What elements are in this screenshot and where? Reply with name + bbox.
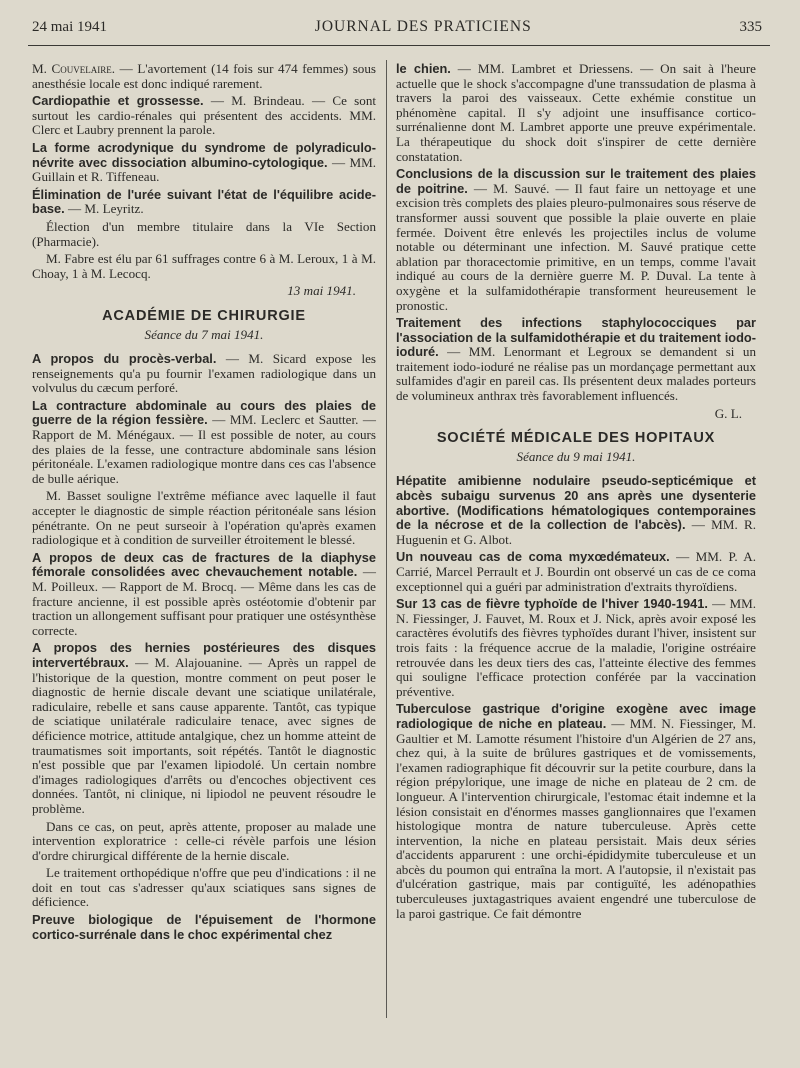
paragraph: Le traitement orthopédique n'offre que peu d'indications : il ne doit en tout cas s'adresser qu'aux sciatiques sans signes de déficience. xyxy=(32,865,376,910)
paragraph: M. Fabre est élu par 61 suffrages contre 6 à M. Leroux, 1 à M. Choay, 1 à M. Lecocq. xyxy=(32,251,376,281)
communication-title: Sur 13 cas de fièvre typhoïde de l'hiver 1940-1941. xyxy=(396,596,708,612)
communication-title: Cardiopathie et grossesse. xyxy=(32,93,204,109)
report-date: 13 mai 1941. xyxy=(287,283,356,299)
author-name: Couvelaire xyxy=(51,61,112,76)
communication-entry xyxy=(32,141,376,185)
right-column xyxy=(396,62,756,924)
page-header xyxy=(32,18,762,42)
communication-entry xyxy=(396,597,756,699)
communication-entry xyxy=(396,167,756,313)
page-number: 335 xyxy=(739,19,762,35)
communication-entry xyxy=(32,94,376,138)
communication-title: La contracture abdominale au cours des plaies de guerre de la région fessière. xyxy=(32,397,376,428)
communication-title: Hépatite amibienne nodulaire pseudo-septicémique et abcès subaigu survenus 20 ans après une dysenterie abortive. (Modifications hématologiques contemporaines de la nécrose et de la collection de l'abcès). xyxy=(396,473,756,533)
communication-body: — MM. Lambret et Driessens. — On sait à l'heure actuelle que le shock s'accompagne d'une transsudation de plasma à travers la paroi des vaisseaux. Cette exhémie constitue un phénomène capital. Il s'y adjoint une insuffisance cortico-surrénalienne dont M. Lambret apporte une preuve expérimentale. La thérapeutique du shock doit s'inspirer de cette dernière constatation. xyxy=(396,61,756,164)
communication-title: La forme acrodynique du syndrome de polyradiculo-névrite avec dissociation albumino-cytologique. xyxy=(32,139,376,170)
communication-body: — M. Sicard expose les renseignements qu'a pu fournir l'examen radiologique dans un volvulus du cæcum perforé. xyxy=(32,351,376,396)
communication-title: Traitement des infections staphylococciques par l'association de la sulfamidothérapie et du traitement iodo-ioduré. xyxy=(396,315,756,360)
paragraph-text: . — L'avortement (14 fois sur 474 femmes) sous anesthésie locale est donc indiqué rarement. xyxy=(32,61,376,91)
communication-title: Conclusions de la discussion sur le traitement des plaies de poitrine. xyxy=(396,166,756,196)
communication-body: — M. Sauvé. — Il faut faire un nettoyage et une excision très complets des plaies pleuro-pulmonaires sous réserve de transformer aussi souvent que possible la plaie ouverte en plaie fermée. Doivent être enlevés les projectiles inclus de volume notable ou déterminant une infection. M. Sauvé pratique cette ablation par thoracectomie primitive, en un temps, comme l'avait indiqué au cours de la dernière guerre M. P. Duval. La tente à oxygène et la sulfamidothérapie transforment heureusement le pronostic. xyxy=(396,180,756,313)
paragraph: Élection d'un membre titulaire dans la VIe Section (Pharmacie). xyxy=(32,218,376,249)
communication-body: — MM. R. Huguenin et G. Albot. xyxy=(396,517,757,547)
left-column xyxy=(32,62,376,945)
paragraph: Dans ce cas, on peut, après attente, proposer au malade une intervention exploratrice : celle-ci révèle parfois une lésion d'ordre chirurgical différente de la hernie discale. xyxy=(32,818,376,863)
communication-entry xyxy=(32,641,376,816)
communication-title: Un nouveau cas de coma myxœdémateux. xyxy=(396,549,670,565)
issue-date: 24 mai 1941 xyxy=(32,19,107,35)
communication-body: — MM. Lenormant et Legroux se demandent si un traitement iodo-ioduré ne réalise pas un mordançage permettant aux sulfamides d'agir en pareil cas. Ils présentent deux malades porteurs de volumineux anthrax très favorablement influencés. xyxy=(396,344,756,404)
continued-paragraph: M. Couvelaire. — L'avortement (14 fois sur 474 femmes) sous anesthésie locale est donc indiqué rarement. xyxy=(32,61,376,91)
communication-entry xyxy=(396,474,756,547)
communication-entry xyxy=(32,551,376,639)
communication-title: Preuve biologique de l'épuisement de l'hormone cortico-surrénale dans le choc expérimental chez xyxy=(32,912,376,942)
section-heading: SOCIÉTÉ MÉDICALE DES HOPITAUX xyxy=(436,430,716,447)
journal-title: JOURNAL DES PRATICIENS xyxy=(314,18,532,35)
communication-entry xyxy=(32,399,376,487)
communication-body: — M. Leyritz. xyxy=(64,201,144,217)
communication-body: — M. Alajouanine. — Après un rappel de l'historique de la question, montre comment on peut poser le diagnostic de hernie discale devant une sciatique unilatérale, radiculaire, rebelle et sans cause apparente. Tantôt, cas typique de sciatique unilatérale radiculaire tenace, avec signes de déficience motrice, attitude antalgique, chez un homme atteint de traumatismes soit importants, soit répétés. Tantôt le diagnostic n'est possible que par l'examen lipiodolé. Un certain nombre d'images radiologiques d'arrêts ou d'encoches objectivent ces données. Tantôt, ni clinique, ni lipiodol ne peuvent résoudre le problème. xyxy=(32,654,376,816)
communication-body: — M. Brindeau. — Ce sont surtout les cardio-rénales qui présentent des accidents. MM. Clerc et Laubry prennent la parole. xyxy=(32,93,377,138)
communication-body: — MM. Guillain et R. Tiffeneau. xyxy=(32,154,377,185)
communication-title: le chien. xyxy=(396,61,451,76)
session-date: Séance du 7 mai 1941. xyxy=(144,326,264,342)
communication-entry xyxy=(396,62,756,164)
session-date: Séance du 9 mai 1941. xyxy=(516,448,636,464)
paragraph: M. Basset souligne l'extrême méfiance avec laquelle il faut accepter le diagnostic de simple réaction péritonéale sans lésion pénétrante. On ne peut surseoir à l'opération qu'après examen radiologique et à condition de surveiller étroitement le blessé. xyxy=(32,488,376,548)
communication-title: Tuberculose gastrique d'origine exogène avec image radiologique de niche en plateau. xyxy=(396,701,756,731)
header-rule xyxy=(28,45,770,46)
communication-body: — MM. N. Fiessinger, M. Gaultier et M. Lamotte résument l'histoire d'un Algérien de 27 ans, chez qui, à la suite de brûlures gastriques et de vomissements, l'examen radiographique fit découvrir sur la petite courbure, dans la région prépylorique, une image de niche en plateau de 2 cm. de longueur. A l'intervention chirurgicale, l'estomac était indemne et la lésion consistait en d'énormes masses ganglionnaires que l'examen histologique montra de nature tuberculeuse. Après cette intervention, la niche en plateau persistait. Mais deux séries d'accidents apparurent : une orchi-épididymite tuberculeuse et un abcès du poumon qui entraîna la mort. A l'autopsie, il n'existait pas d'ulcération gastrique, mais par contiguïté, les adénopathies tuberculeuses juxtagastriques avaient engendré une tuberculose de la paroi gastrique. Ce fait démontre xyxy=(396,715,756,921)
communication-body: — MM. Leclerc et Sautter. — Rapport de M. Ménégaux. — Il est possible de noter, au cours des plaies de la fesse, une contracture abdominale sans lésion péritonéale. L'examen radiologique montre dans ces cas l'absence de bulle aérique. xyxy=(32,412,376,486)
communication-entry xyxy=(396,550,756,594)
communication-entry xyxy=(32,188,376,217)
column-divider xyxy=(386,60,387,1018)
communication-body: — MM. N. Fiessinger, J. Fauvet, M. Roux et J. Nick, après avoir exposé les caractères évolutifs des fièvres typhoïdes durant l'hiver, insistent sur trois faits : la fréquence accrue de la maladie, l'origine ostréaire retrouvée dans les deux tiers des cas, l'atteinte élective des femmes qui souligne l'efficace protection conférée par la vaccination préventive. xyxy=(396,596,756,699)
communication-entry xyxy=(32,352,376,396)
communication-title: A propos des hernies postérieures des disques intervertébraux. xyxy=(32,640,376,670)
communication-title: Élimination de l'urée suivant l'état de l'équilibre acide-base. xyxy=(32,186,376,217)
communication-title: A propos de deux cas de fractures de la diaphyse fémorale consolidées avec chevauchement notable. xyxy=(32,549,376,580)
author-initials: G. L. xyxy=(714,405,742,421)
communication-title: A propos du procès-verbal. xyxy=(32,351,217,367)
communication-body: — M. Poilleux. — Rapport de M. Brocq. — Même dans les cas de fracture ancienne, il est possible après ostéotomie d'obtenir par traction un allongement suffisant pour pratiquer une ostésynthèse correcte. xyxy=(32,564,377,638)
communication-entry xyxy=(396,702,756,921)
communication-entry xyxy=(32,913,376,942)
communication-body: — MM. P. A. Carrié, Marcel Perrault et J. Bourdin ont observé un cas de ce coma exceptionnel qui a guéri par administration d'extraits thyroïdiens. xyxy=(396,549,756,594)
section-heading: ACADÉMIE DE CHIRURGIE xyxy=(102,307,306,324)
communication-entry xyxy=(396,316,756,404)
